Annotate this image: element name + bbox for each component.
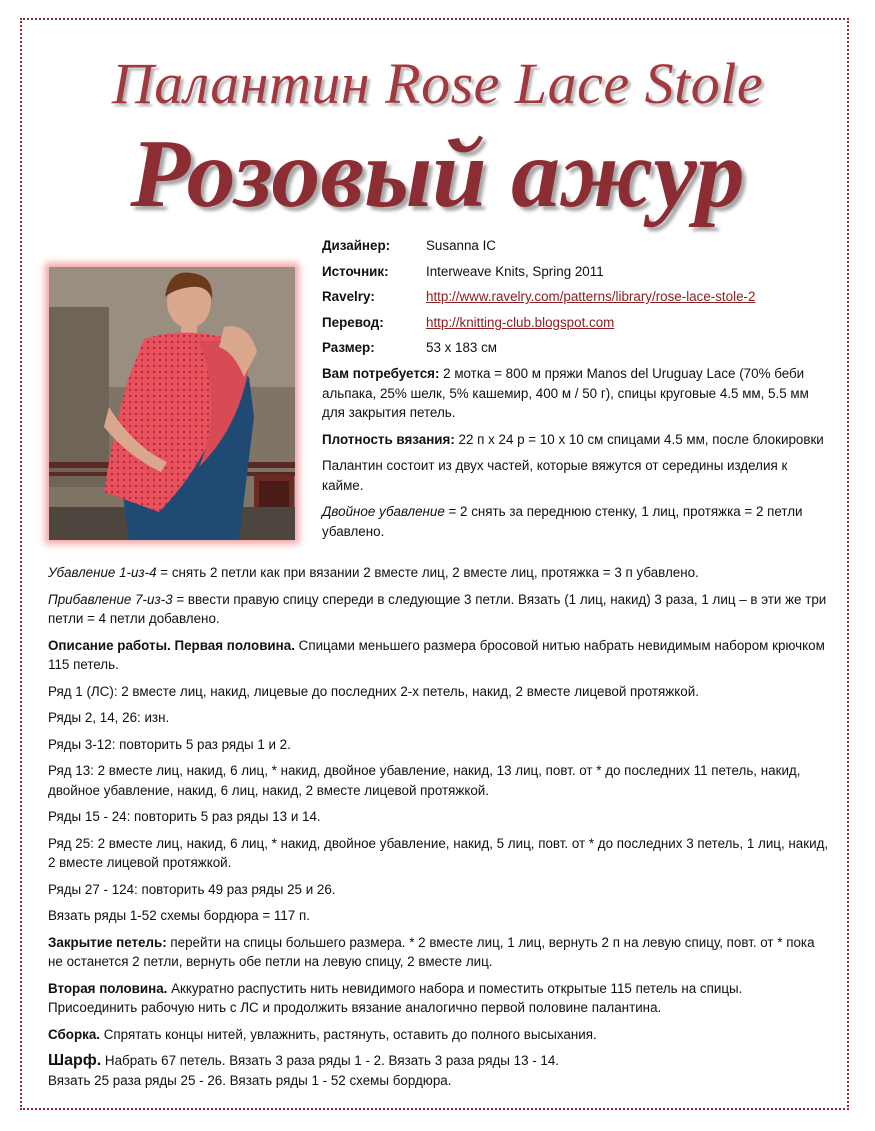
gauge-text: 22 п х 24 р = 10 х 10 см спицами 4.5 мм, после блокировки: [454, 431, 824, 447]
description-label: Описание работы. Первая половина.: [48, 637, 295, 653]
stole-photo: [49, 267, 295, 540]
row-instruction: Ряд 25: 2 вместе лиц, накид, 6 лиц, * накид, двойное убавление, накид, 5 лиц, повт. от * до последних 3 петель, 1 лиц, накид, 2 вместе лицевой протяжкой.: [48, 835, 829, 870]
increase-paragraph: [48, 590, 833, 629]
row-instruction: Ряды 3-12: повторить 5 раз ряды 1 и 2.: [48, 736, 291, 752]
bindoff-label: Закрытие петель:: [48, 934, 167, 950]
meta-key: Ravelry:: [322, 289, 375, 304]
gauge-paragraph: [322, 430, 827, 450]
stole-photo-image: [49, 267, 295, 540]
row-instruction: Ряд 13: 2 вместе лиц, накид, 6 лиц, * накид, двойное убавление, накид, 13 лиц, повт. от * до последних 11 петель, накид, двойное убавление, накид, 6 лиц, накид, 2 вместе лицевой протяжкой.: [48, 763, 801, 798]
row-instruction: Ряды 15 - 24: повторить 5 раз ряды 13 и 14.: [48, 809, 321, 824]
bindoff-text: перейти на спицы большего размера. * 2 вместе лиц, 1 лиц, вернуть 2 п на левую спицу, повт. от * пока не останется 2 петли, вернуть обе петли на левую спицу, 2 вместе лиц.: [48, 934, 815, 969]
increase-text: = ввести правую спицу спереди в следующие 3 петли. Вязать (1 лиц, накид) 3 раза, 1 лиц – в эти же три петли = 4 петли добавлено.: [48, 591, 827, 626]
second-half-paragraph: [48, 979, 833, 1018]
double-decrease-label: Двойное убавление: [322, 504, 445, 519]
meta-value: Susanna IC: [426, 238, 496, 253]
row-instruction: Ряды 2, 14, 26: изн.: [48, 710, 170, 725]
meta-value: Interweave Knits, Spring 2011: [426, 263, 604, 279]
scarf-text-line2: Вязать 25 раза ряды 25 - 26. Вязать ряды 1 - 52 схемы бордюра.: [48, 1072, 452, 1088]
materials-text: 2 мотка = 800 м пряжи Manos del Uruguay Lace (70% беби альпака, 25% шелк, 5% кашемир, 400 м / 50 г), спицы круговые 4.5 мм, 5.5 мм для закрытия петель.: [322, 366, 809, 420]
meta-key: Дизайнер:: [322, 238, 391, 253]
decrease-paragraph: [48, 563, 833, 583]
scarf-text-line1: Набрать 67 петель. Вязать 3 раза ряды 1 - 2. Вязать 3 раза ряды 13 - 14.: [101, 1053, 560, 1068]
row-instruction: Ряды 27 - 124: повторить 49 раз ряды 25 и 26.: [48, 881, 336, 897]
pattern-info: [322, 236, 832, 364]
translation-link[interactable]: http://knitting-club.blogspot.com: [426, 314, 615, 330]
bindoff-paragraph: [48, 933, 833, 972]
meta-designer: [322, 236, 832, 262]
meta-translation: [322, 313, 832, 339]
row-instruction: Ряд 1 (ЛС): 2 вместе лиц, накид, лицевые до последних 2-х петель, накид, 2 вместе лицевой протяжкой.: [48, 683, 699, 699]
increase-label: Прибавление 7-из-3: [48, 591, 173, 607]
assembly-label: Сборка.: [48, 1026, 100, 1042]
title-english: Палантин Rose Lace Stole: [111, 51, 764, 116]
materials-label: Вам потребуется:: [322, 366, 440, 381]
second-half-text: Аккуратно распустить нить невидимого набора и поместить открытые 115 петель на спицы. Присоединить рабочую нить с ЛС и продолжить вязание аналогично первой половине палантина.: [48, 980, 743, 1015]
meta-key: Перевод:: [322, 314, 384, 330]
assembly-text: Спрятать концы нитей, увлажнить, растянуть, оставить до полного высыхания.: [100, 1026, 597, 1042]
decrease-text: = снять 2 петли как при вязании 2 вместе лиц, 2 вместе лиц, протяжка = 3 п убавлено.: [156, 565, 699, 580]
assembly-paragraph: [48, 1025, 833, 1045]
structure-paragraph: Палантин состоит из двух частей, которые вяжутся от середины изделия к кайме.: [322, 458, 788, 493]
second-half-label: Вторая половина.: [48, 980, 168, 996]
instructions: [48, 563, 833, 1090]
meta-ravelry: [322, 287, 832, 313]
row-instruction: Вязать ряды 1-52 схемы бордюра = 117 п.: [48, 908, 310, 923]
meta-value: 53 х 183 см: [426, 340, 497, 355]
materials-paragraph: [322, 364, 827, 423]
double-decrease-text: = 2 снять за переднюю стенку, 1 лиц, протяжка = 2 петли убавлено.: [322, 504, 803, 539]
decrease-label: Убавление 1-из-4: [48, 565, 157, 580]
meta-key: Размер:: [322, 340, 375, 355]
double-decrease-paragraph: [322, 502, 827, 541]
scarf-label: Шарф.: [48, 1052, 102, 1069]
description-paragraph: [48, 636, 833, 675]
right-column: [322, 364, 827, 548]
gauge-label: Плотность вязания:: [322, 431, 455, 447]
meta-size: [322, 338, 832, 364]
description-text: Спицами меньшего размера бросовой нитью набрать невидимым набором крючком 115 петель.: [48, 637, 825, 672]
ravelry-link[interactable]: http://www.ravelry.com/patterns/library/rose-lace-stole-2: [426, 289, 756, 304]
title-russian: Розовый ажур: [130, 120, 745, 228]
scarf-paragraph: [48, 1051, 833, 1090]
meta-key: Источник:: [322, 263, 389, 279]
meta-source: [322, 262, 832, 288]
